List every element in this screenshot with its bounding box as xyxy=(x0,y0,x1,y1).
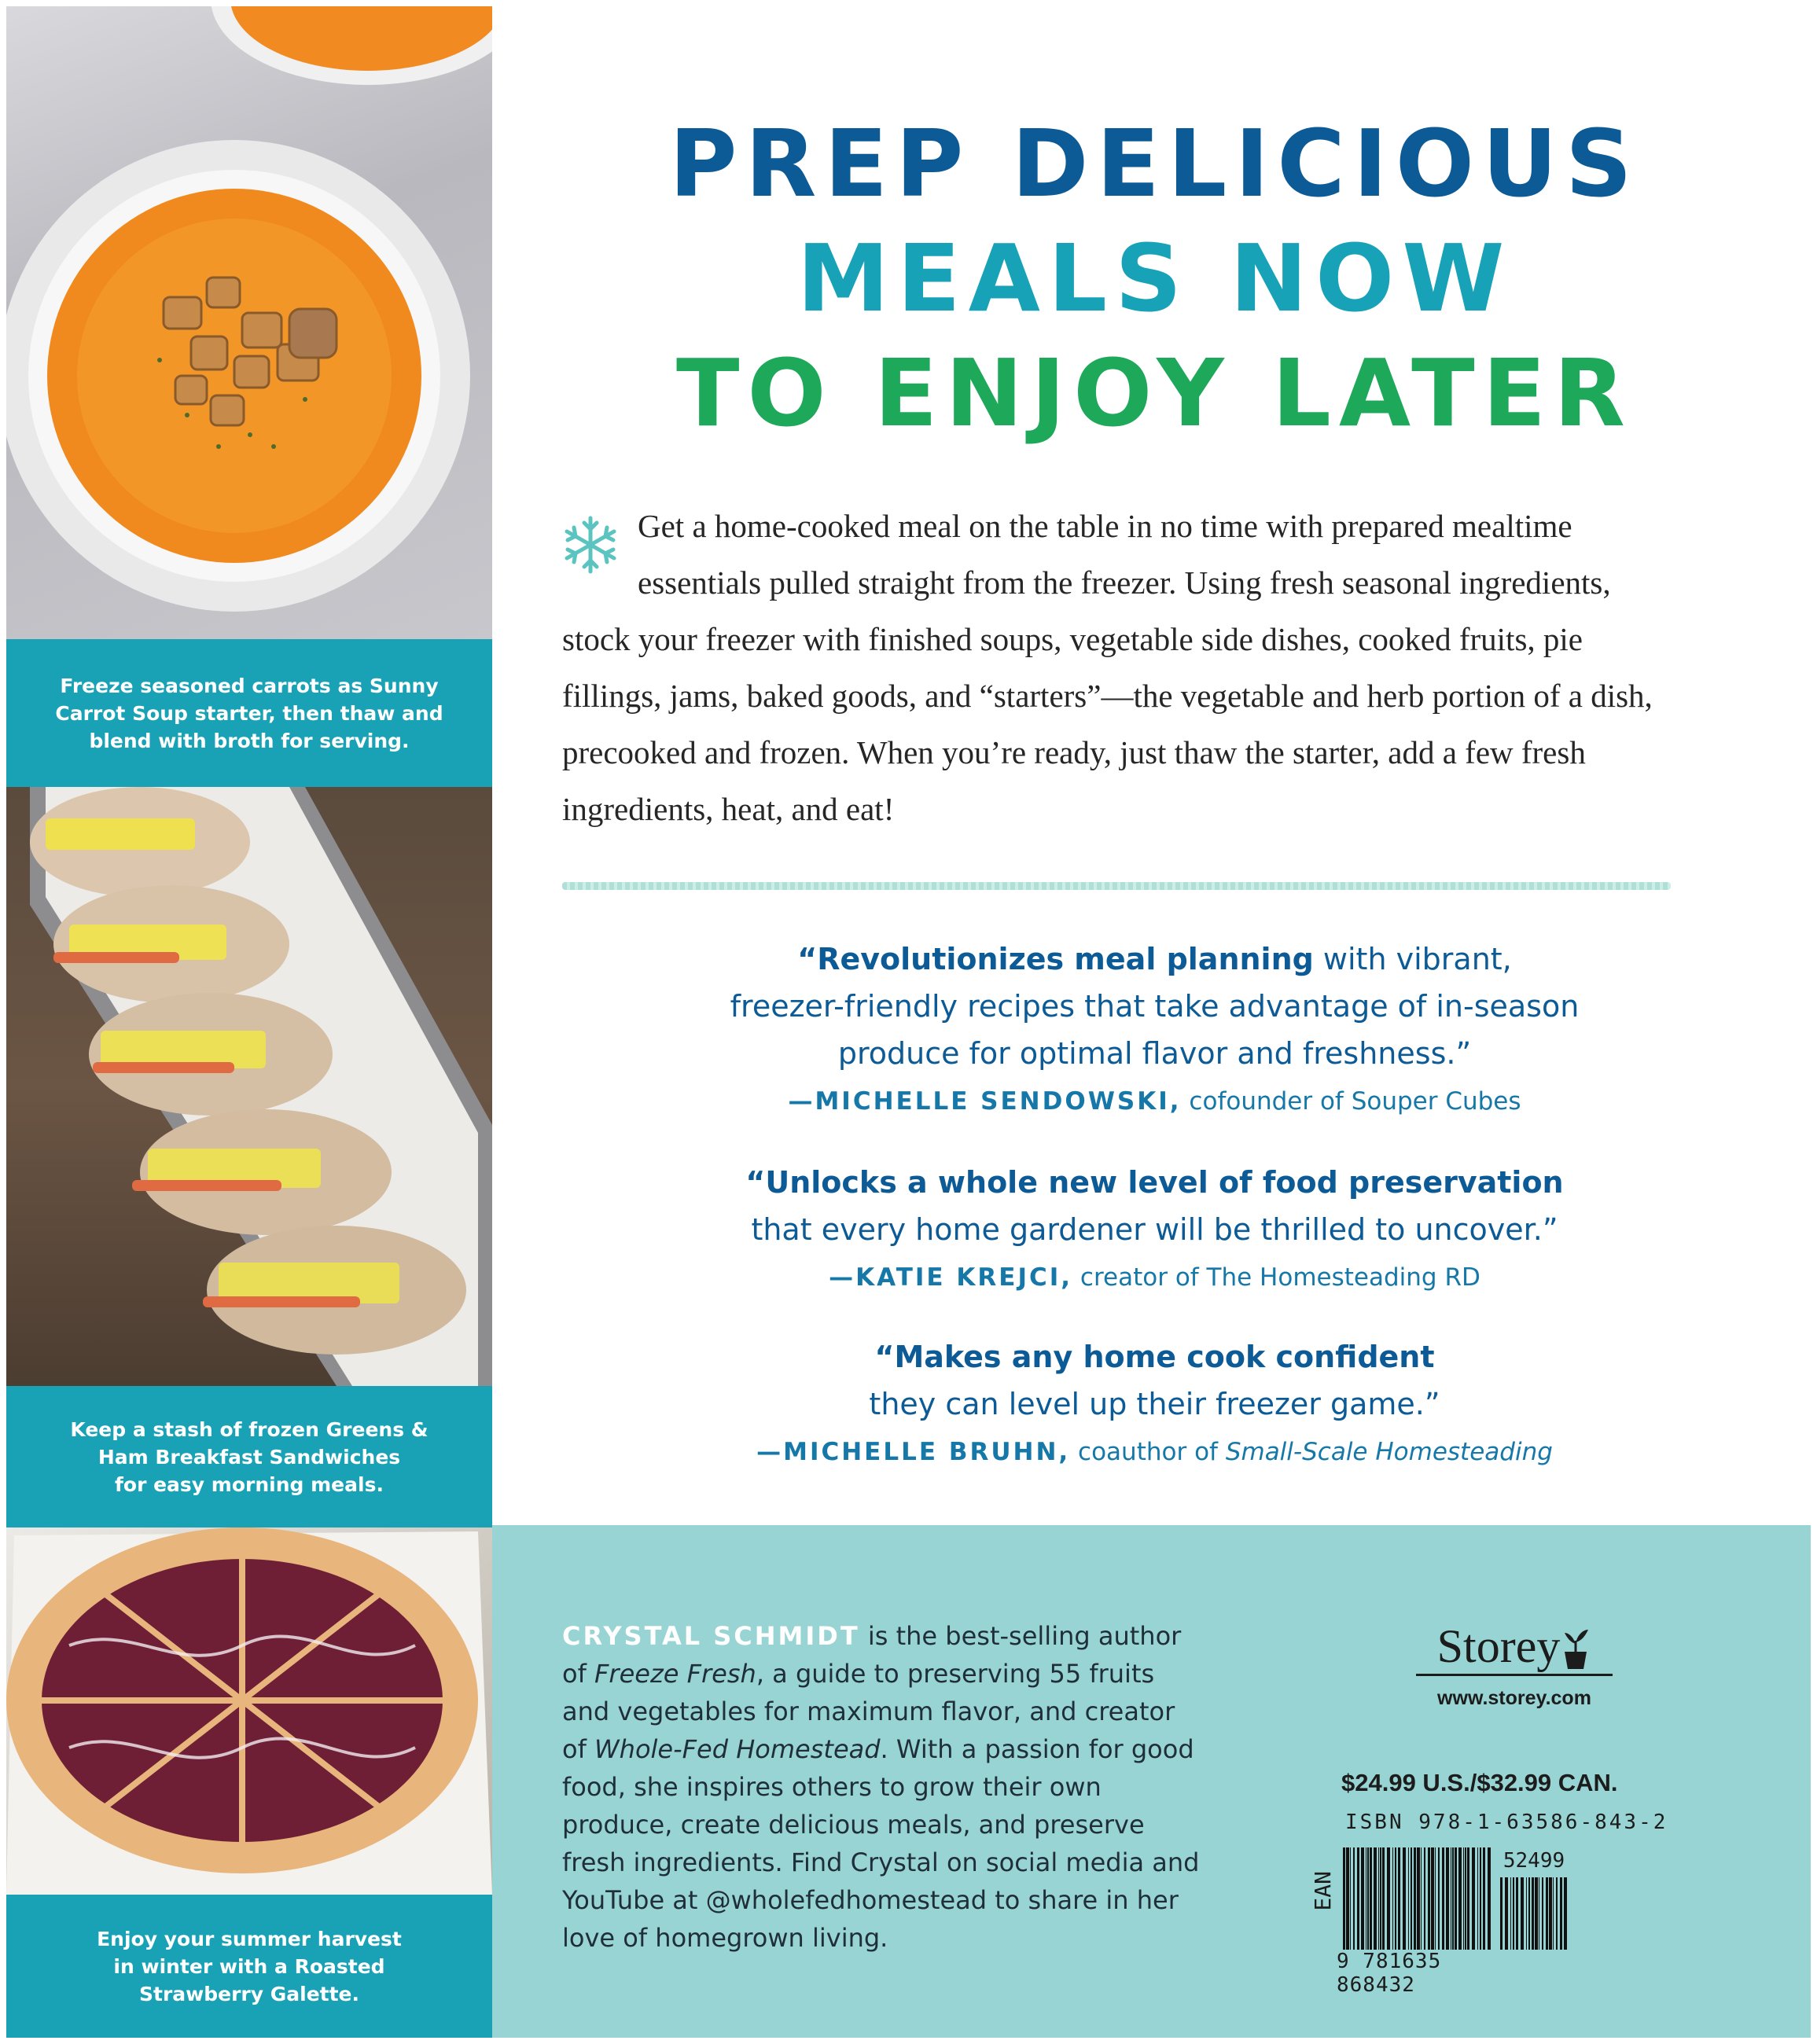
endorsement-quote xyxy=(492,1333,1817,1472)
headline-line-2: MEALS NOW xyxy=(796,224,1513,333)
book-title: Small-Scale Homesteading xyxy=(1225,1438,1553,1466)
publisher-block xyxy=(1396,1619,1632,1710)
caption-line: Enjoy your summer harvest xyxy=(97,1927,402,1950)
isbn: ISBN 978-1-63586-843-2 xyxy=(1345,1811,1668,1834)
bio-text: is the best-selling author of xyxy=(562,1621,1182,1689)
intro-text: Get a home-cooked meal on the table in no time with prepared mealtime essentials pulled straight from the freezer. Using fresh seasonal ingredients, stock your freezer with finished soups, vegetable side dishes, cooked fruits, pie fillings, jams, baked goods, and “starters”—the vegetable and herb portion of a dish, precooked and frozen. When you’re ready, just thaw the starter, add a few fresh ingredients, heat, and eat! xyxy=(562,508,1653,827)
caption-line: blend with broth for serving. xyxy=(89,729,410,752)
breakfast-sandwich-photo xyxy=(6,787,492,1386)
sandwich-caption xyxy=(6,1386,492,1527)
photo-column xyxy=(6,6,492,2038)
quote-text: produce for optimal flavor and freshness.” xyxy=(837,1036,1472,1071)
carrot-soup-photo xyxy=(6,6,492,639)
author-bio xyxy=(562,1617,1207,1957)
ean-label: EAN xyxy=(1310,1871,1336,1911)
quote-text: with vibrant, xyxy=(1313,942,1512,976)
endorsement-quote xyxy=(492,936,1817,1121)
quote-author-role: creator of The Homesteading RD xyxy=(1072,1263,1480,1292)
quote-author: —MICHELLE SENDOWSKI, xyxy=(788,1087,1182,1116)
caption-line: Strawberry Galette. xyxy=(138,1982,360,2005)
snowflake-icon xyxy=(562,502,619,587)
galette-caption xyxy=(6,1895,492,2038)
barcode-bars xyxy=(1341,1847,1491,1950)
author-band xyxy=(492,1525,1811,2038)
caption-line: Carrot Soup starter, then thaw and xyxy=(55,701,443,725)
quote-author-role: cofounder of Souper Cubes xyxy=(1181,1087,1521,1116)
endorsement-quote xyxy=(492,1159,1817,1297)
intro-paragraph xyxy=(562,498,1671,837)
book-title: Freeze Fresh xyxy=(594,1659,756,1689)
storey-logo xyxy=(1437,1619,1592,1674)
sprout-pot-icon xyxy=(1560,1625,1591,1674)
caption-line: Freeze seasoned carrots as Sunny xyxy=(60,674,439,697)
caption-line: in winter with a Roasted xyxy=(113,1954,385,1978)
quote-author-role: coauthor of xyxy=(1070,1438,1226,1466)
soup-caption xyxy=(6,639,492,787)
quote-lead: “Makes any home cook confident xyxy=(874,1340,1435,1374)
headline xyxy=(492,106,1817,450)
publisher-name: Storey xyxy=(1436,1620,1561,1672)
publisher-url: www.storey.com xyxy=(1437,1687,1591,1709)
bio-text: . With a passion for good food, she inspires others to grow their own produce, create delicious meals, and preserve fresh ingredients. Find Crystal on social media and YouTube at @wholefedhomestead to share in her love of homegrown living. xyxy=(562,1734,1200,1953)
quote-text: freezer-friendly recipes that take advantage of in-season xyxy=(730,989,1580,1024)
divider xyxy=(562,882,1671,890)
quote-lead: “Revolutionizes meal planning xyxy=(797,942,1314,976)
quote-lead: “Unlocks a whole new level of food preservation xyxy=(745,1165,1564,1200)
headline-line-1: PREP DELICIOUS xyxy=(669,109,1640,218)
barcode xyxy=(1310,1847,1569,1997)
barcode-addon-bars xyxy=(1499,1877,1569,1950)
barcode-digits: 9 781635 868432 xyxy=(1337,1950,1442,1997)
author-name: CRYSTAL SCHMIDT xyxy=(562,1621,860,1651)
caption-line: Ham Breakfast Sandwiches xyxy=(97,1445,401,1469)
quote-text: they can level up their freezer game.” xyxy=(869,1387,1440,1421)
price: $24.99 U.S./$32.99 CAN. xyxy=(1341,1769,1618,1796)
strawberry-galette-photo xyxy=(6,1527,492,1895)
quote-author: —KATIE KREJCI, xyxy=(829,1263,1073,1292)
bio-text: , a guide to preserving 55 fruits and vegetables for maximum flavor, and creator of xyxy=(562,1659,1175,1764)
barcode-addon-digits: 52499 xyxy=(1503,1849,1565,1873)
quote-author: —MICHELLE BRUHN, xyxy=(756,1438,1071,1466)
caption-line: for easy morning meals. xyxy=(115,1472,384,1496)
logo-underline xyxy=(1416,1674,1613,1676)
caption-line: Keep a stash of frozen Greens & xyxy=(70,1417,429,1441)
book-title: Whole-Fed Homestead xyxy=(594,1734,881,1764)
quote-text: that every home gardener will be thrilled to uncover.” xyxy=(751,1212,1558,1247)
headline-line-3: TO ENJOY LATER xyxy=(675,339,1634,447)
